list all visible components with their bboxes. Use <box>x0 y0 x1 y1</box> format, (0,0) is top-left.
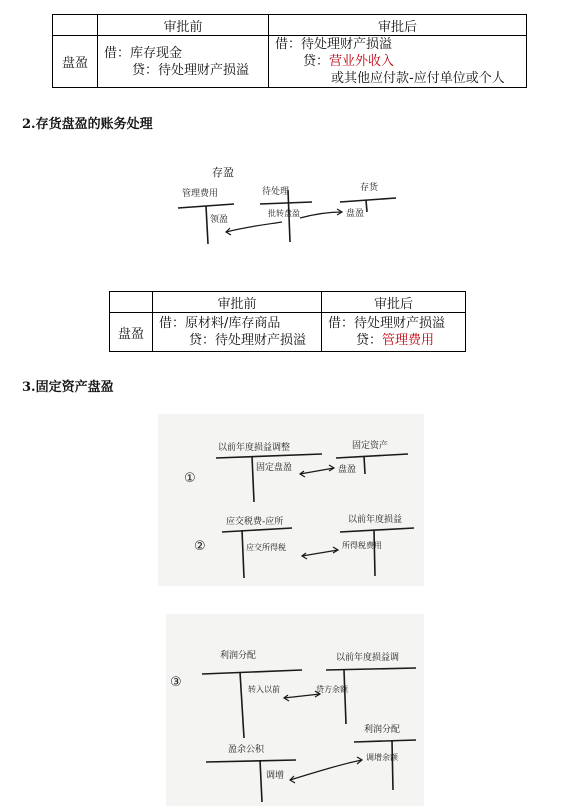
entry-credit: 贷：待处理财产损溢 <box>189 333 307 348</box>
step-number-3: ③ <box>170 675 182 690</box>
t-account-right-name: 存货 <box>360 183 379 193</box>
sketch-fixed-asset-steps-1-2 <box>158 414 424 586</box>
sketch-title: 存盈 <box>212 166 234 179</box>
entry-credit <box>328 332 459 349</box>
credit-account-highlight: 管理费用 <box>382 333 435 348</box>
cell-before-approval <box>153 313 322 352</box>
row-label-surplus: 盘盈 <box>53 36 98 88</box>
header-after-approval: 审批后 <box>322 292 466 313</box>
table-cash-surplus <box>52 14 527 88</box>
t-account-a1-name: 以前年度损益调整 <box>218 443 291 453</box>
t-account-b4-name: 利润分配 <box>364 725 401 735</box>
table-inventory-surplus <box>109 291 466 352</box>
t-account-a2-name: 应交税费-应所 <box>226 517 284 527</box>
t-account-b2-name: 以前年度损益 <box>348 515 403 525</box>
t-account-left-name: 管理费用 <box>182 189 219 199</box>
t-account-a2-entry: 应交所得税 <box>246 543 286 552</box>
header-before-approval: 审批前 <box>153 292 322 313</box>
credit-account-highlight: 营业外收入 <box>329 54 395 69</box>
credit-prefix: 贷： <box>356 333 383 348</box>
table-corner-cell <box>53 15 98 36</box>
cell-after-approval <box>269 36 527 88</box>
table-corner-cell <box>110 292 153 313</box>
t-account-a3-entry: 转入以前 <box>248 685 280 694</box>
sketch-inventory-t-accounts <box>170 160 410 250</box>
cell-before-approval <box>98 36 269 88</box>
entry-debit: 借：库存现金 <box>104 45 183 61</box>
t-account-b3-entry: 贷方余额 <box>316 685 348 694</box>
table-header-row <box>110 292 466 313</box>
header-after-approval: 审批后 <box>269 15 527 36</box>
t-account-b2-entry: 所得税费用 <box>342 541 382 550</box>
t-account-a3-name: 利润分配 <box>220 651 257 661</box>
t-account-b1-entry: 盘盈 <box>338 465 357 475</box>
entry-credit-alternative: 或其他应付款-应付单位或个人 <box>331 71 505 86</box>
t-account-left-entry: 领盈 <box>210 215 229 225</box>
entry-debit: 借：原材料/库存商品 <box>159 316 281 331</box>
section-heading-inventory: 2.存货盘盈的账务处理 <box>22 117 153 132</box>
entry-credit <box>275 53 520 70</box>
entry-debit: 借：待处理财产损溢 <box>275 37 393 52</box>
t-account-a1-entry: 固定盘盈 <box>256 463 293 473</box>
table-row <box>53 36 527 88</box>
row-label-surplus: 盘盈 <box>110 313 153 352</box>
entry-credit: 贷：待处理财产损溢 <box>132 62 250 78</box>
header-before-approval: 审批前 <box>98 15 269 36</box>
t-account-b1-name: 固定资产 <box>352 441 389 451</box>
step-number-1: ① <box>184 471 196 486</box>
t-account-b4-entry: 调增余额 <box>366 753 398 762</box>
credit-prefix: 贷： <box>303 54 330 69</box>
step-number-2: ② <box>194 539 206 554</box>
t-account-mid-entry: 批转盘盈 <box>268 209 300 218</box>
t-account-mid-name: 待处理 <box>262 187 290 197</box>
entry-debit: 借：待处理财产损溢 <box>328 316 446 331</box>
section-heading-fixed-assets: 3.固定资产盘盈 <box>22 380 114 395</box>
t-account-a4-name: 盈余公积 <box>228 745 265 755</box>
table-header-row <box>53 15 527 36</box>
sketch-fixed-asset-step-3 <box>166 614 424 806</box>
table-row <box>110 313 466 352</box>
t-account-b3-name: 以前年度损益调 <box>336 653 400 663</box>
cell-after-approval <box>322 313 466 352</box>
t-account-right-entry: 盘盈 <box>346 209 365 219</box>
t-account-a4-entry: 调增 <box>266 771 285 781</box>
